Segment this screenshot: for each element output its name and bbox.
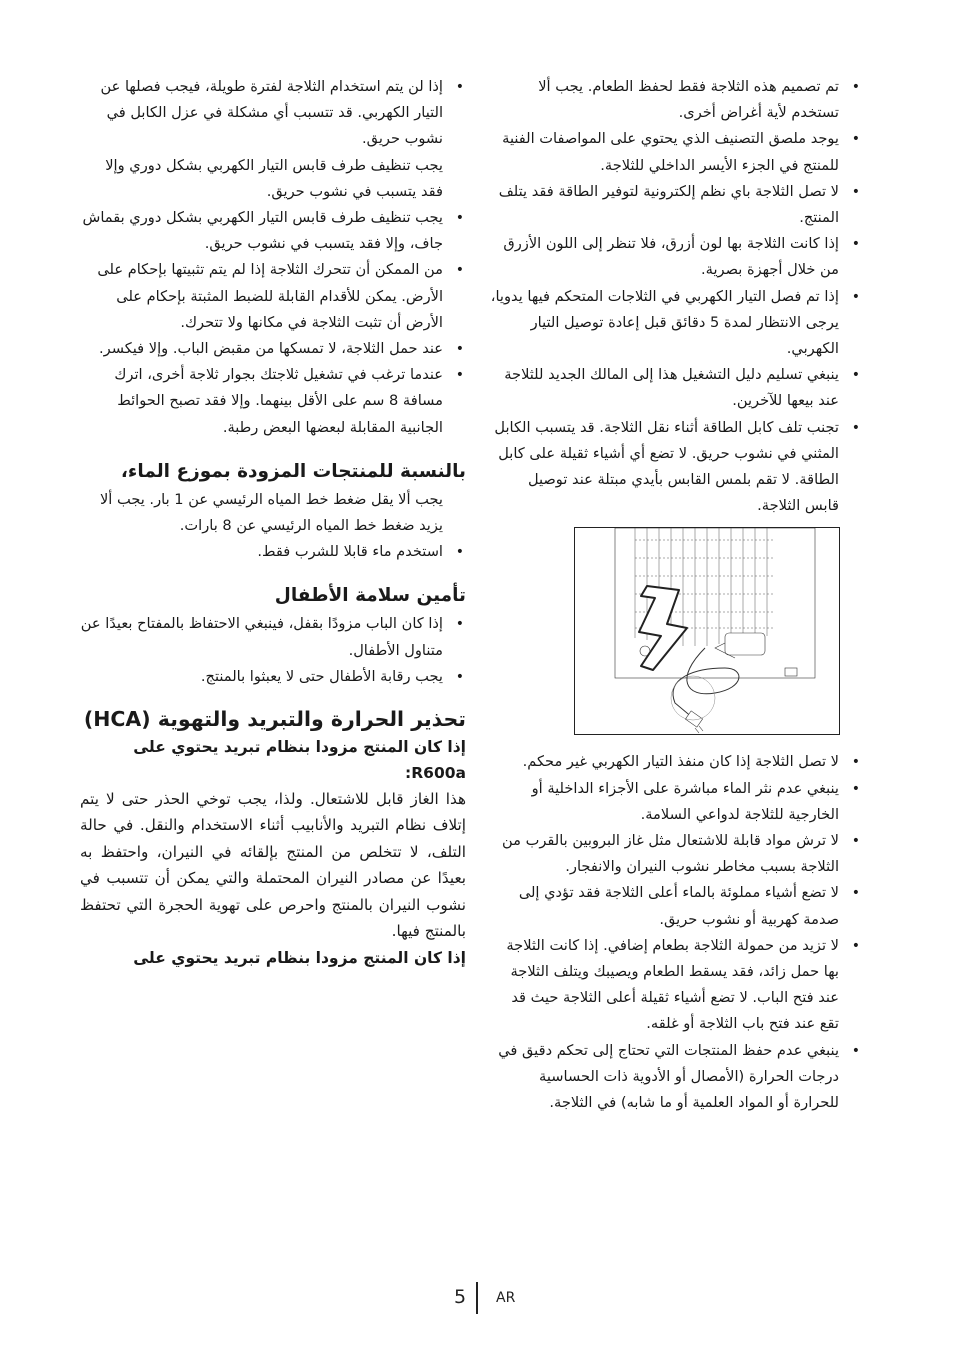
- hca-warning-heading: تحذير الحرارة والتبريد والتهوية (HCA): [83, 707, 466, 732]
- list-item: • إذا كانت الثلاجة بها لون أزرق، فلا تنظر إلى اللون الأزرق من خلال أجهزة بصرية.: [490, 231, 862, 283]
- page-footer: [440, 1282, 560, 1316]
- list-item: • تم تصميم هذه الثلاجة فقط لحفظ الطعام. يجب ألا تستخدم لأية أغراض أخرى.: [490, 74, 862, 126]
- footer-divider: [476, 1282, 478, 1314]
- right-column: [490, 74, 862, 1116]
- list-item: • لا تزيد من حمولة الثلاجة بطعام إضافي. إذا كانت الثلاجة بها حمل زائد، فقد يسقط الطعام ويصيبك ويتلف الثلاجة عند فتح الباب. لا تضع أشياء ثقيلة أعلى الثلاجة حيث قد تقع عند فتح باب الثلاجة أو غلقه.: [490, 933, 862, 1038]
- child-safety-item: • إذا كان الباب مزودًا بقفل، فينبغي الاحتفاظ بالمفتاح بعيدًا عن متناول الأطفال.: [80, 611, 466, 663]
- fridge-cable-drawing: [575, 528, 839, 734]
- child-safety-item: • يجب رقابة الأطفال حتى لا يعبثوا بالمنتج.: [80, 664, 466, 690]
- water-list: [80, 539, 466, 565]
- child-safety-heading: تأمين سلامة الأطفال: [274, 585, 466, 607]
- water-item: • استخدم ماء قابلا للشرب فقط.: [80, 539, 466, 565]
- figure-power-cable-illustration: [574, 527, 840, 735]
- list-item: • إذا تم فصل التيار الكهربي في الثلاجات المتحكم فيها يدويا، يرجى الانتظار لمدة 5 دقائق قبل إعادة توصيل التيار الكهربي.: [490, 284, 862, 363]
- hca-subheading: إذا كان المنتج مزودا بنظام تبريد يحتوي على R600a:: [133, 738, 466, 783]
- list-item: • ينبغي تسليم دليل التشغيل هذا إلى المالك الجديد للثلاجة عند بيعها للآخرين.: [490, 362, 862, 414]
- right-warning-list-bottom: [490, 749, 862, 1116]
- left-column: [80, 74, 466, 971]
- list-item: • ينبغي عدم نثر الماء مباشرة على الأجزاء الداخلية أو الخارجية للثلاجة لدواعي السلامة.: [490, 776, 862, 828]
- list-item: • لا تضع أشياء مملوئة بالماء أعلى الثلاجة فقد تؤدي إلى صدمة كهربية أو نشوب حريق.: [490, 880, 862, 932]
- list-item: • لا ترش مواد قابلة للاشتعال مثل غاز البروبين بالقرب من الثلاجة بسبب مخاطر نشوب النيران والانفجار.: [490, 828, 862, 880]
- hca-body-text: هذا الغاز قابل للاشتعال. ولذا، يجب توخي الحذر حتى لا يتم إتلاف نظام التبريد والأنابيب أثناء الاستخدام والنقل. في حالة التلف، لا تتخلص من المنتج بإلقائه في النيران، واحتفظ به بعيدًا عن مصادر النيران المحتملة والتي يمكن أن تتسبب في نشوب النيران بالمنتج واحرص على تهوية الحجرة التي تحتفظ بالمنتج فيها.: [80, 790, 466, 941]
- water-dispenser-heading: بالنسبة للمنتجات المزودة بموزع الماء،: [120, 460, 466, 482]
- language-code: AR: [496, 1290, 516, 1306]
- list-item: • يوجد ملصق التصنيف الذي يحتوي على المواصفات الفنية للمنتج في الجزء الأيسر الداخلي للثلاجة.: [490, 126, 862, 178]
- list-item: يجب تنظيف طرف قابس التيار الكهربي بشكل دوري وإلا فقد يتسبب في نشوب حريق.: [105, 156, 443, 200]
- left-warning-list-top: [80, 74, 466, 441]
- list-item: • ينبغي عدم حفظ المنتجات التي تحتاج إلى تحكم دقيق في درجات الحرارة (الأمصال أو الأدوية ذات الحساسية للحرارة أو المواد العلمية أو ما شابه) في الثلاجة.: [490, 1038, 862, 1117]
- list-item: • لا تصل الثلاجة إذا كان منفذ التيار الكهربي غير محكم.: [490, 749, 862, 775]
- list-item: • إذا لن يتم استخدام الثلاجة لفترة طويلة، فيجب فصلها عن التيار الكهربي. قد تتسبب أي مشكلة في عزل الكابل في نشوب حريق.: [80, 74, 466, 153]
- list-item: • من الممكن أن تتحرك الثلاجة إذا لم يتم تثبيتها بإحكام على الأرض. يمكن للأقدام القابلة للضبط المثبتة بإحكام على الأرض أن تثبت الثلاجة في مكانها ولا تتحرك.: [80, 257, 466, 336]
- right-warning-list-top: [490, 74, 862, 519]
- page-number: 5: [454, 1286, 467, 1308]
- list-item: • تجنب تلف كابل الطاقة أثناء نقل الثلاجة. قد يتسبب الكابل المثني في نشوب حريق. لا تضع أي أشياء ثقيلة على كابل الطاقة. لا تقم بلمس القابس بأيدي مبتلة عند توصيل قابس الثلاجة.: [490, 415, 862, 520]
- list-item: • لا تصل الثلاجة باي نظم إلكترونية لتوفير الطاقة فقد يتلف المنتج.: [490, 179, 862, 231]
- water-pressure-text: يجب ألا يقل ضغط خط المياه الرئيسي عن 1 بار. يجب ألا يزيد ضغط خط المياه الرئيسي عن 8 بارات.: [99, 490, 443, 535]
- list-item: • عندما ترغب في تشغيل ثلاجتك بجوار ثلاجة أخرى، اترك مسافة 8 سم على الأقل بينهما. وإلا فقد تصبح الحوائط الجانبية المقابلة لبعضها البعض رطبة.: [80, 362, 466, 441]
- list-item: • يجب تنظيف طرف قابس التيار الكهربي بشكل دوري بقماش جاف، وإلا فقد يتسبب في نشوب حريق.: [80, 205, 466, 257]
- hca-subheading-2: إذا كان المنتج مزودا بنظام تبريد يحتوي على: [133, 948, 466, 967]
- list-item: • عند حمل الثلاجة، لا تمسكها من مقبض الباب. وإلا فيكسر.: [80, 336, 466, 362]
- child-safety-list: [80, 611, 466, 690]
